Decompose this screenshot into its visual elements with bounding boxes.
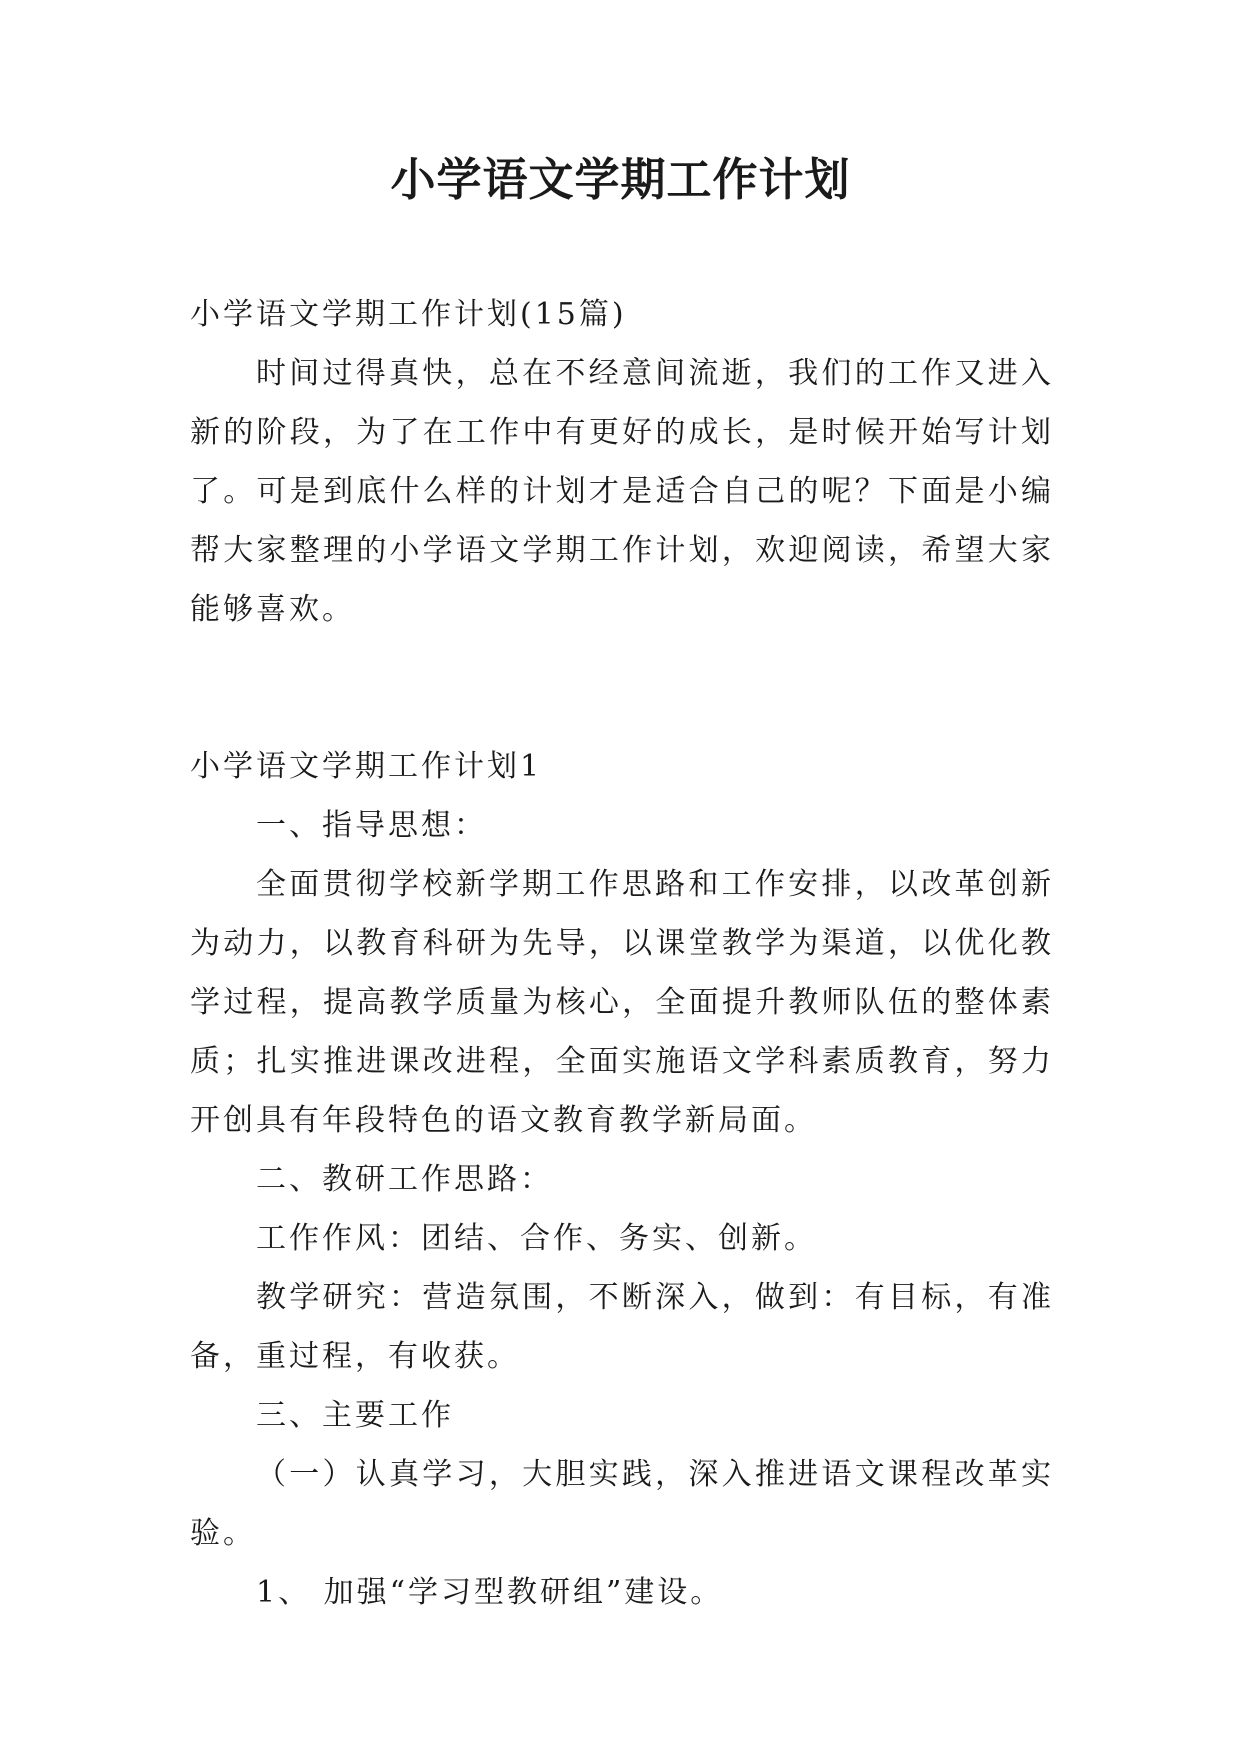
paragraph-work-style: 工作作风：团结、合作、务实、创新。 xyxy=(256,1221,817,1256)
heading-main-work: 三、主要工作 xyxy=(256,1398,454,1433)
intro-paragraph: 时间过得真快，总在不经意间流逝，我们的工作又进入新的阶段，为了在工作中有更好的成长，是时候开始写计划了。可是到底什么样的计划才是适合自己的呢？下面是小编帮大家整理的小学语文学期工作计划，欢迎阅读，希望大家能够喜欢。 xyxy=(190,356,1054,627)
document-subtitle: 小学语文学期工作计划(15篇) xyxy=(190,297,627,332)
document-title: 小学语文学期工作计划 xyxy=(390,153,851,206)
heading-research-approach: 二、教研工作思路： xyxy=(256,1162,553,1197)
paragraph-item-1: 1、 加强“学习型教研组”建设。 xyxy=(256,1575,724,1610)
section-heading: 小学语文学期工作计划1 xyxy=(190,749,543,784)
document-body xyxy=(190,285,1054,1622)
paragraph-guiding-ideology: 全面贯彻学校新学期工作思路和工作安排，以改革创新为动力，以教育科研为先导，以课堂教学为渠道，以优化教学过程，提高教学质量为核心，全面提升教师队伍的整体素质；扎实推进课改进程，全面实施语文学科素质教育，努力开创具有年段特色的语文教育教学新局面。 xyxy=(190,867,1054,1138)
section-gap xyxy=(190,639,1054,737)
paragraph-teaching-research: 教学研究：营造氛围，不断深入，做到：有目标，有准备，重过程，有收获。 xyxy=(190,1280,1054,1374)
heading-guiding-ideology: 一、指导思想： xyxy=(256,808,487,843)
paragraph-subsection-1: （一）认真学习，大胆实践，深入推进语文课程改革实验。 xyxy=(190,1457,1054,1551)
